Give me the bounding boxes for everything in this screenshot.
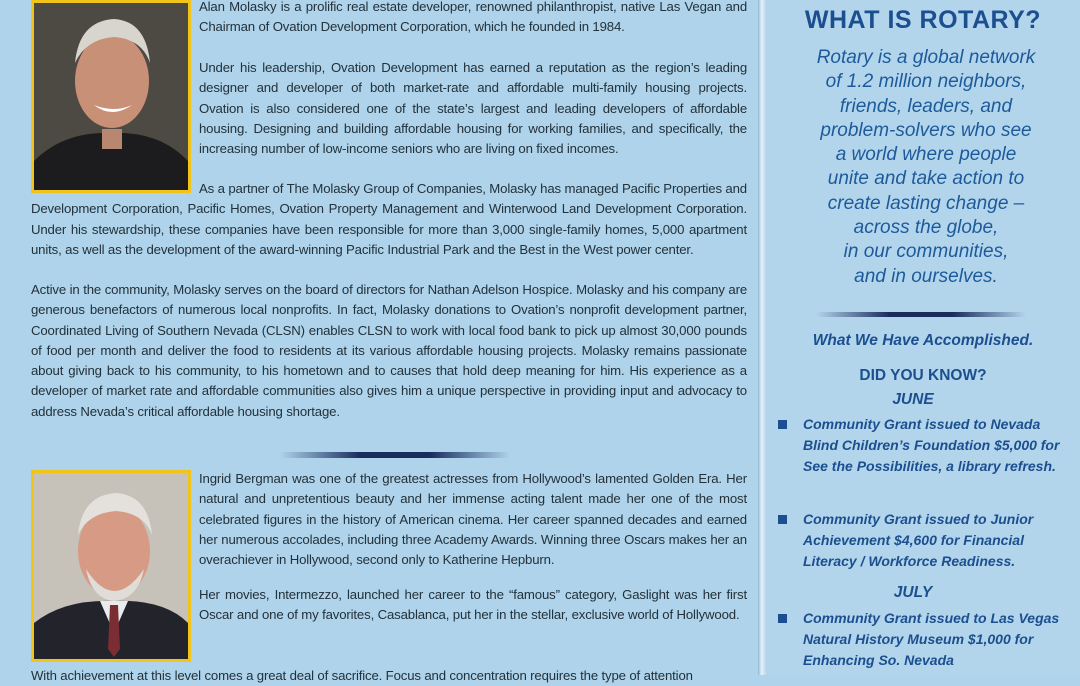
column-separator — [758, 0, 766, 675]
bio1-partner-paragraph: As a partner of The Molasky Group of Companies, Molasky has managed Pacific Properties and Development Corporation, Pacific Homes, Ovation Property Management and Winterwood Land Development Corporation. Under his stewardship, these companies have been responsible for more than 3,000 single-family homes, 5,000 apartment units, as well as the development of the award-winning Pacific Industrial Park and the Best in the West power center. — [31, 181, 747, 257]
sidebar-divider — [816, 312, 1026, 317]
quote-line: unite and take action to — [827, 168, 1025, 190]
bio2-movies-paragraph: Her movies, Intermezzo, launched her career to the “famous” category, Gaslight was her first Oscar and one of my favorites, Casablanca, put her in the stellar, exclusive world of Hollywood. — [199, 587, 747, 623]
bio1-leadership-paragraph: Under his leadership, Ovation Development has earned a reputation as the region’s leading designer and developer of both market-rate and affordable multi-family housing projects. Ovation is also considered one of the state’s largest and leading developers of affordable housing. Designing and building affordable housing for working families, and specifically, the increasing number of low-income seniors who are living on fixed incomes. — [199, 60, 747, 157]
quote-line: across the globe, — [853, 217, 999, 239]
portrait-photo-second-speaker — [31, 470, 191, 662]
square-bullet-icon — [778, 420, 787, 429]
month-june-heading: JUNE — [892, 391, 934, 408]
square-bullet-icon — [778, 515, 787, 524]
bio2-intro-paragraph: Ingrid Bergman was one of the greatest actresses from Hollywood’s lamented Golden Era. Her natural and unpretentious beauty and her immense acting talent made her one of the most celebrated figures in the history of American cinema. Her career spanned decades and earned her numerous accolades, including three Academy Awards. Winning three Oscars makes her an overachiever in Hollywood, second only to Katherine Hepburn. — [199, 471, 747, 568]
quote-line: and in ourselves. — [854, 265, 998, 287]
sidebar-title: WHAT IS ROTARY? — [804, 6, 1042, 34]
month-july-heading: JULY — [893, 584, 933, 601]
section-divider — [280, 452, 510, 458]
quote-line: problem-solvers who see — [820, 119, 1032, 141]
quote-line: in our communities, — [843, 241, 1009, 263]
quote-line: friends, leaders, and — [839, 95, 1013, 117]
grant-text: Community Grant issued to Las Vegas Natural History Museum $1,000 for Enhancing So. Nevada — [803, 610, 1060, 668]
portrait-icon — [34, 473, 188, 659]
did-you-know-heading: DID YOU KNOW? — [859, 367, 987, 384]
portrait-photo-alan-molasky — [31, 0, 191, 193]
square-bullet-icon — [778, 614, 787, 623]
grant-text: Community Grant issued to Junior Achievement $4,600 for Financial Literacy / Workforce Readiness. — [803, 511, 1034, 569]
quote-line: Rotary is a global network — [816, 47, 1036, 68]
bio2-achievement-paragraph: With achievement at this level comes a great deal of sacrifice. Focus and concentration requires the type of attention — [31, 668, 693, 683]
portrait-icon — [34, 3, 188, 190]
bio1-community-paragraph: Active in the community, Molasky serves on the board of directors for Nathan Adelson Hospice. Molasky and his company are generous benefactors of numerous local nonprofits. In fact, Molasky donations to Ovation’s nonprofit development partner, Coordinated Living of Southern Nevada (CLSN) enables CLSN to work with local food bank to pick up almost 30,000 pounds of food per month and deliver the food to residents at its various affordable housing projects. Molasky remains passionate about giving back to his community, to his hometown and to causes that hold deep meaning for him. His experience as a developer of market rate and affordable communities also gives him a unique perspective in providing input and advocacy to address Nevada’s critical affordable housing shortage. — [31, 282, 747, 419]
rotary-sidebar — [766, 0, 1080, 675]
accomplished-heading: What We Have Accomplished. — [812, 332, 1034, 349]
quote-line: of 1.2 million neighbors, — [825, 71, 1027, 93]
quote-line: create lasting change – — [827, 192, 1025, 214]
quote-line: a world where people — [835, 144, 1017, 166]
bio1-intro-paragraph: Alan Molasky is a prolific real estate developer, renowned philanthropist, native Las Vegan and Chairman of Ovation Development Corporation, which he founded in 1984. — [199, 0, 747, 35]
rotary-quote — [786, 46, 1066, 289]
grant-text: Community Grant issued to Nevada Blind Children’s Foundation $5,000 for See the Possibilities, a library refresh. — [803, 416, 1060, 474]
